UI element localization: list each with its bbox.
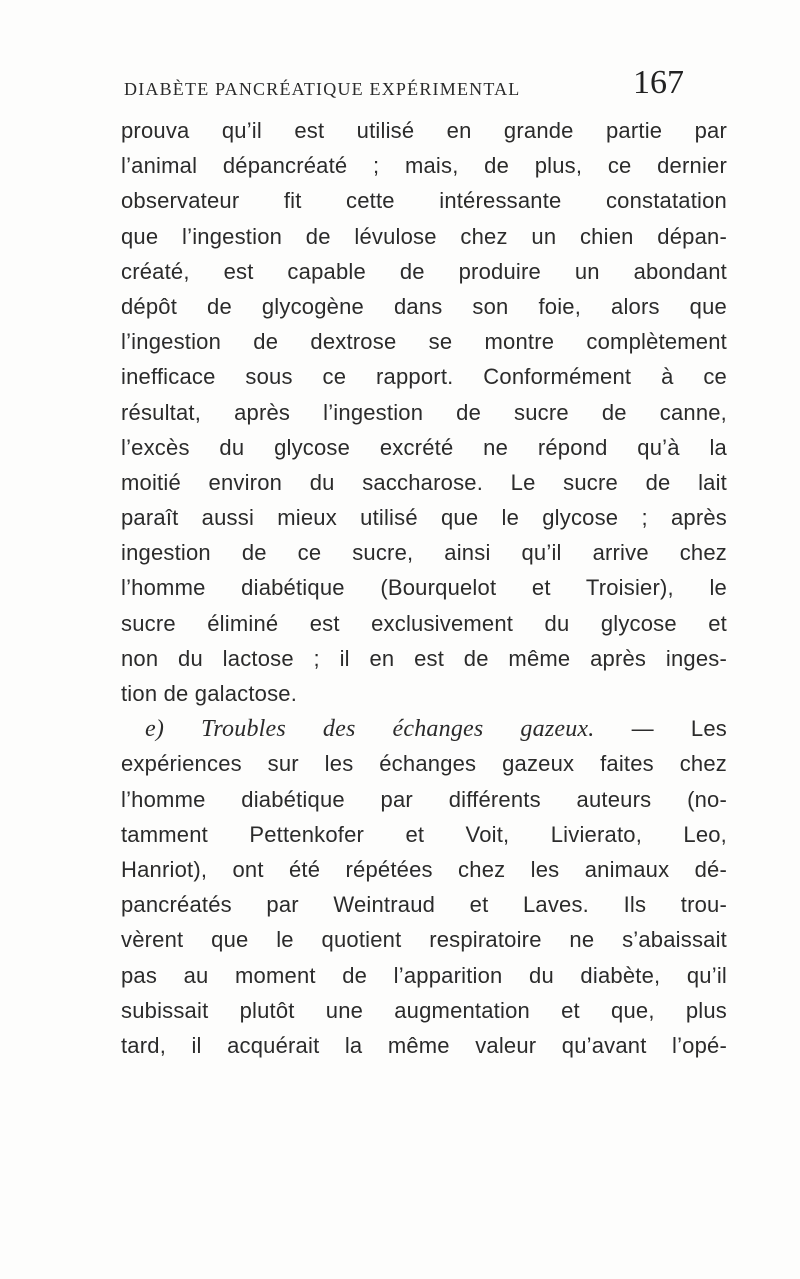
text-line: que l’ingestion de lévulose chez un chien dépan- xyxy=(121,223,727,249)
text-line: l’homme diabétique par différents auteurs (no- xyxy=(121,786,727,812)
text-line: observateur fit cette intéressante constatation xyxy=(121,188,727,214)
text-line: l’homme diabétique (Bourquelot et Troisier), le xyxy=(121,575,727,601)
section-heading: Troubles des échanges gazeux. xyxy=(201,716,595,743)
text-line: subissait plutôt une augmentation et que, plus xyxy=(121,997,727,1023)
text-line: prouva qu’il est utilisé en grande partie par xyxy=(121,118,727,143)
section-heading-line xyxy=(121,711,727,746)
text-line: tamment Pettenkofer et Voit, Livierato, Leo, xyxy=(121,821,727,847)
paragraph-1 xyxy=(121,113,727,711)
section-label: e) xyxy=(145,716,165,743)
text-line: inefficace sous ce rapport. Conformément à ce xyxy=(121,364,727,390)
text-line: non du lactose ; il en est de même après inges- xyxy=(121,645,727,671)
text-line: créaté, est capable de produire un abondant xyxy=(121,258,727,284)
heading-line-rest: — Les xyxy=(594,716,727,742)
text-line: dépôt de glycogène dans son foie, alors que xyxy=(121,293,727,319)
text-line: moitié environ du saccharose. Le sucre de lait xyxy=(121,469,727,495)
text-line: l’animal dépancréaté ; mais, de plus, ce dernier xyxy=(121,153,727,179)
running-head xyxy=(124,66,684,106)
text-line: résultat, après l’ingestion de sucre de canne, xyxy=(121,399,727,425)
page-number: 167 xyxy=(633,64,684,101)
text-line: l’excès du glycose excrété ne répond qu’à la xyxy=(121,434,727,460)
text-line: sucre éliminé est exclusivement du glycose et xyxy=(121,610,727,636)
text-line: ingestion de ce sucre, ainsi qu’il arrive chez xyxy=(121,540,727,566)
text-line: vèrent que le quotient respiratoire ne s’abaissait xyxy=(121,927,727,953)
text-line: pas au moment de l’apparition du diabète, qu’il xyxy=(121,962,727,988)
text-line: Hanriot), ont été répétées chez les animaux dé- xyxy=(121,856,727,882)
body-text xyxy=(121,113,727,1063)
text-line: tard, il acquérait la même valeur qu’avant l’opé- xyxy=(121,1032,727,1058)
paragraph-2 xyxy=(121,711,727,1063)
text-line: paraît aussi mieux utilisé que le glycose ; après xyxy=(121,505,727,531)
text-line: expériences sur les échanges gazeux faites chez xyxy=(121,751,727,777)
running-title: DIABÈTE PANCRÉATIQUE EXPÉRIMENTAL xyxy=(124,79,521,99)
text-line: l’ingestion de dextrose se montre complètement xyxy=(121,329,727,355)
text-line: tion de galactose. xyxy=(121,681,298,706)
text-line: pancréatés par Weintraud et Laves. Ils trou- xyxy=(121,892,727,918)
